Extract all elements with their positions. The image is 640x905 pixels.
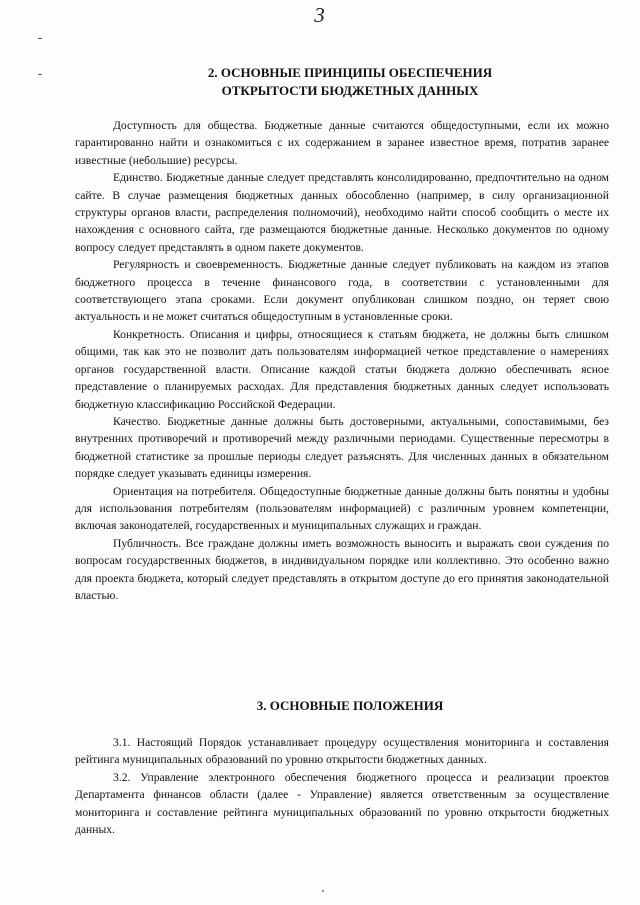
paragraph-3-1: 3.1. Настоящий Порядок устанавливает процедуру осуществления мониторинга и составления рейтинга муниципальных образований по уровню открытости бюджетных данных. [75, 736, 609, 767]
paragraph-quality: Качество. Бюджетные данные должны быть достоверными, актуальными, сопоставимыми, без внутренних противоречий и противоречий между различными периодами. Существенные пересмотры в бюджетной статистике за прошлые периоды следует разъяснять. Для численных данных в обязательном порядке следует указывать единицы измерения. [75, 414, 609, 481]
paragraph-specificity: Конкретность. Описания и цифры, относящиеся к статьям бюджета, не должны быть слишком общими, так как это не позволит дать пользователям информацией четкое представление о намерениях органов государственной власти. Описание каждой статьи бюджета должно обеспечивать ясное представление о планируемых расходах. Для представления бюджетных данных следует использовать бюджетную классификацию Российской Федерации. [75, 327, 609, 411]
scan-mark [38, 74, 42, 75]
section-2-title [60, 64, 640, 100]
section-2-title-line-1: 2. ОСНОВНЫЕ ПРИНЦИПЫ ОБЕСПЕЧЕНИЯ [207, 65, 493, 80]
paragraph-consumer-orientation: Ориентация на потребителя. Общедоступные бюджетные данные должны быть понятны и удобны для использования потребителям (пользователям информацией) с различным уровнем компетенции, включая законодателей, государственных и муниципальных служащих и граждан. [75, 484, 609, 533]
section-2-title-line-2: ОТКРЫТОСТИ БЮДЖЕТНЫХ ДАННЫХ [221, 83, 479, 98]
section-2-body [75, 117, 609, 604]
section-3-title: 3. ОСНОВНЫЕ ПОЛОЖЕНИЯ [256, 698, 444, 713]
paragraph-3-2: 3.2. Управление электронного обеспечения бюджетного процесса и реализации проектов Департамента финансов области (далее - Управление) является ответственным за осуществление мониторинга и составление рейтинга муниципальных образований по уровню открытости бюджетных данных. [75, 770, 609, 837]
paragraph-regularity: Регулярность и своевременность. Бюджетные данные следует публиковать на каждом из этапов бюджетного процесса в течение финансового года, в соответствии с установленными для соответствующего этапа сроками. Если документ опубликован слишком поздно, он теряет свою актуальность и не может считаться общедоступным в установленные сроки. [75, 258, 609, 324]
paragraph-accessibility: Доступность для общества. Бюджетные данные считаются общедоступными, если их можно гарантированно найти и ознакомиться с их содержанием в заранее известное время, потратив заранее известные (небольшие) ресурсы. [75, 119, 609, 167]
scan-mark [38, 38, 42, 39]
section-3-body [75, 734, 609, 838]
paragraph-publicity: Публичность. Все граждане должны иметь возможность выносить и выражать свои суждения по вопросам государственных бюджетов, в индивидуальном порядке или коллективно. Это особенно важно для проекта бюджета, который следует представлять в открытом доступе до его принятия законодательной властью. [75, 536, 609, 602]
scan-speck [322, 890, 324, 892]
page-number: 3 [314, 3, 326, 27]
paragraph-unity: Единство. Бюджетные данные следует представлять консолидированно, предпочтительно на одном сайте. В случае размещения бюджетных данных обособленно (например, в силу организационной структуры органов власти, распределения полномочий), необходимо найти способ сообщить о месте их нахождения с основного сайта, где размещаются бюджетные данные. Несколько документов по одному вопросу следует представлять в одном пакете документов. [75, 171, 609, 254]
